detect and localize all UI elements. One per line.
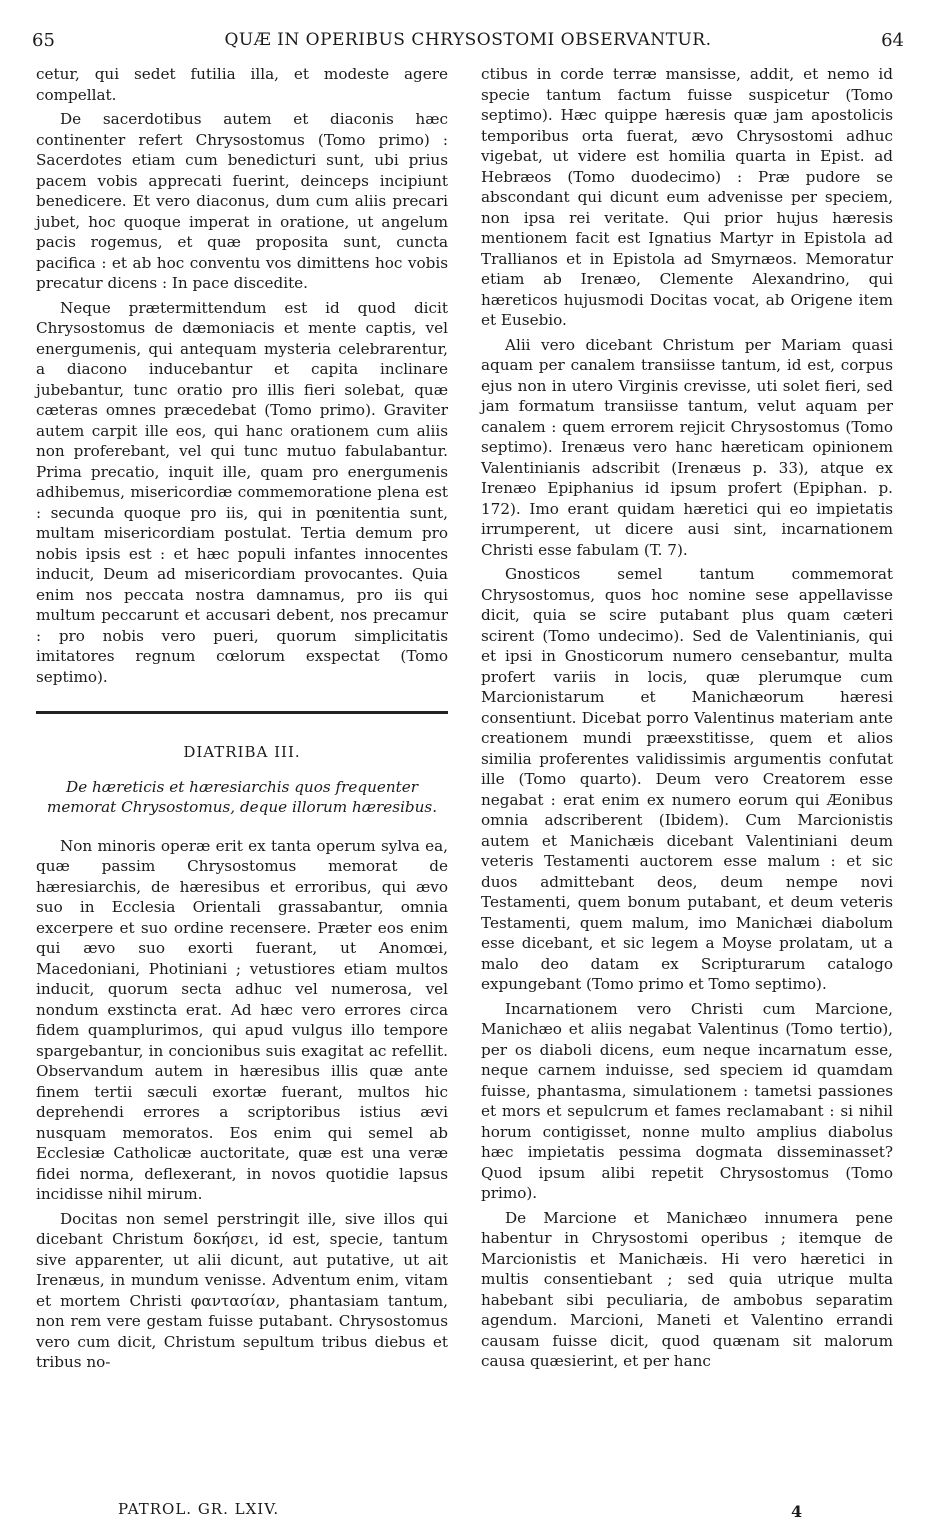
paragraph: Alii vero dicebant Christum per Mariam quasi aquam per canalem transiisse tantum, id est, corpus ejus non in utero Virginis crevisse, uti solet fieri, sed jam formatum transiisse tantum, velut aquam per canalem : quem errorem rejicit Chrysostomus (Tomo septimo). Irenæus vero hanc hæreticam opinionem Valentinianis adscribit (Irenæus p. 33), atque ex Irenæo Epiphanius id ipsum profert (Epiphan. p. 172). Imo erant quidam hæretici qui eo impietatis irrumperent, ut dicere ausi sint, incarnationem Christi esse fabulam (T. 7). — [481, 335, 893, 559]
running-title: QUÆ IN OPERIBUS CHRYSOSTOMI OBSERVANTUR. — [224, 30, 712, 50]
paragraph: Docitas non semel perstringit ille, sive illos qui dicebant Christum δοκήσει, id est, specie, tantum sive apparenter, ut alii dicunt, aut putative, ut ait Irenæus, in mundum venisse. Adventum enim, vitam et mortem Christi φαντασίαν, phantasiam tantum, non rem vere gestam fuisse putabant. Chrysostomus vero cum dicit, Christum sepultum tribus diebus et tribus no- — [36, 1209, 448, 1371]
paragraph: Incarnationem vero Christi cum Marcione, Manichæo et aliis negabat Valentinus (Tomo tertio), per os diaboli dicens, eum neque incarnatum esse, neque carnem induisse, sed speciem id quamdam fuisse, phantasma, simulationem : tametsi passiones et mors et sepulcrum et fames reclamabant : si nihil horum contigisset, nonne multo amplius diabolus hæc impietatis pessima dogmata disseminasset? Quod ipsum alibi repetit Chrysostomus (Tomo primo). — [481, 999, 893, 1202]
paragraph: De Marcione et Manichæo innumera pene habentur in Chrysostomi operibus ; itemque de Marcionistis et Manichæis. Hi vero hæretici in multis consentiebant ; sed quia utrique multa habebant sibi peculiaria, de ambobus separatim agendum. Marcioni, Maneti et Valentino errandi causam fuisse dicit, quod quænam sit malorum causa quæsierint, et per hanc — [481, 1208, 893, 1370]
left-column — [36, 64, 448, 1377]
paragraph: De sacerdotibus autem et diaconis hæc continenter refert Chrysostomus (Tomo primo) : Sacerdotes etiam cum benedicturi sunt, ubi prius pacem vobis apprecati fuerint, deinceps incipiunt benedicere. Et vero diaconus, dum cum aliis precari jubet, hoc quoque imperat in oratione, ut angelum pacis rogemus, et quæ proposita sunt, cuncta pacifica : et ab hoc conventu vos dimittens hoc vobis precatur dicens : In pace discedite. — [36, 110, 448, 292]
page-number-left: 65 — [32, 30, 55, 51]
paragraph: cetur, qui sedet futilia illa, et modeste agere compellat. — [36, 65, 448, 104]
section-title: DIATRIBA III. — [183, 743, 301, 761]
right-column — [481, 64, 893, 1376]
section-subtitle: De hæreticis et hæresiarchis quos frequenter memorat Chrysostomus, deque illorum hæresibus. — [46, 777, 438, 816]
section-divider — [36, 711, 448, 714]
signature-mark: PATROL. GR. LXIV. — [118, 1500, 280, 1518]
sheet-number: 4 — [791, 1502, 803, 1521]
paragraph: Gnosticos semel tantum commemorat Chrysostomus, quos hoc nomine sese appellavisse dicit, quia se scire putabant plus quam cæteri scirent (Tomo undecimo). Sed de Valentinianis, qui et ipsi in Gnosticorum numero censebantur, multa profert variis in locis, quæ plerumque cum Marcionistarum et Manichæorum hæresi consentiunt. Dicebat porro Valentinus materiam ante creationem mundi præexstitisse, quem et alios similia proferentes validissimis argumentis confutat ille (Tomo quarto). Deum vero Creatorem esse negabat : erat enim ex numero eorum qui Æonibus omnia adscriberent (Ibidem). Cum Marcionistis autem et Manichæis dicebant Valentiniani deum veteris Testamenti auctorem esse malum : et sic duos admittebant deos, deum nempe novi Testamenti, quem bonum putabant, et deum veteris Testamenti, quem malum, imo Manichæi diabolum esse dicebant, et sic legem a Moyse prolatam, ut a malo deo datam ex Scripturarum catalogo expungebant (Tomo primo et Tomo septimo). — [481, 565, 893, 993]
paragraph: Non minoris operæ erit ex tanta operum sylva ea, quæ passim Chrysostomus memorat de hæresiarchis, de hæresibus et erroribus, qui ævo suo in Ecclesia Orientali grassabantur, omnia excerpere et suo ordine recensere. Præter eos enim qui ævo suo exorti fuerant, ut Anomœi, Macedoniani, Photiniani ; vetustiores etiam multos inducit, quorum secta adhuc vel numerosa, vel nondum exstincta erat. Ad hæc vero errores circa fidem quamplurimos, qui apud vulgus illo tempore spargebantur, in concionibus suis exagitat ac refellit. Observandum autem in hæresibus illis quæ ante finem tertii sæculi exortæ fuerant, multos hic deprehendi errores a scriptoribus istius ævi nusquam memoratos. Eos enim qui semel ab Ecclesiæ Catholicæ auctoritate, quæ est una veræ fidei norma, deflexerant, in novos quotidie lapsus incidisse nihil mirum. — [36, 836, 448, 1203]
paragraph: ctibus in corde terræ mansisse, addit, et nemo id specie tantum factum fuisse suspicetur (Tomo septimo). Hæc quippe hæresis quæ jam apostolicis temporibus orta fuerat, ævo Chrysostomi adhuc vigebat, ut videre est homilia quarta in Epist. ad Hebræos (Tomo duodecimo) : Præ pudore se abscondant qui dicunt eum advenisse per speciem, non ipsa rei veritate. Qui prior hujus hæresis mentionem facit est Ignatius Martyr in Epistola ad Trallianos et in Epistola ad Smyrnæos. Memoratur etiam ab Irenæo, Clemente Alexandrino, qui hæreticos hujusmodi Docitas vocat, ab Origene item et Eusebio. — [481, 65, 893, 329]
page-number-right: 64 — [881, 30, 904, 51]
running-header — [32, 30, 904, 60]
paragraph: Neque prætermittendum est id quod dicit Chrysostomus de dæmoniacis et mente captis, vel energumenis, qui antequam mysteria celebrarentur, a diacono inducebantur et capita inclinare jubebantur, tunc oratio pro illis fieri solebat, quæ cæteras omnes præcedebat (Tomo primo). Graviter autem carpit ille eos, qui hanc orationem cum aliis non proferebant, vel qui tunc mutuo fabulabantur. Prima precatio, inquit ille, quam pro energumenis adhibemus, misericordiæ commemoratione plena est : secunda quoque pro iis, qui in pœnitentia sunt, multam misericordiam postulat. Tertia demum pro nobis ipsis est : et hæc populi infantes innocentes inducit, Deum ad misericordiam provocantes. Quia enim nos peccata nostra damnamus, pro iis qui multum peccarunt et accusari debent, nos precamur : pro nobis vero pueri, quorum simplicitatis imitatores regnum cœlorum exspectat (Tomo septimo). — [36, 298, 448, 686]
